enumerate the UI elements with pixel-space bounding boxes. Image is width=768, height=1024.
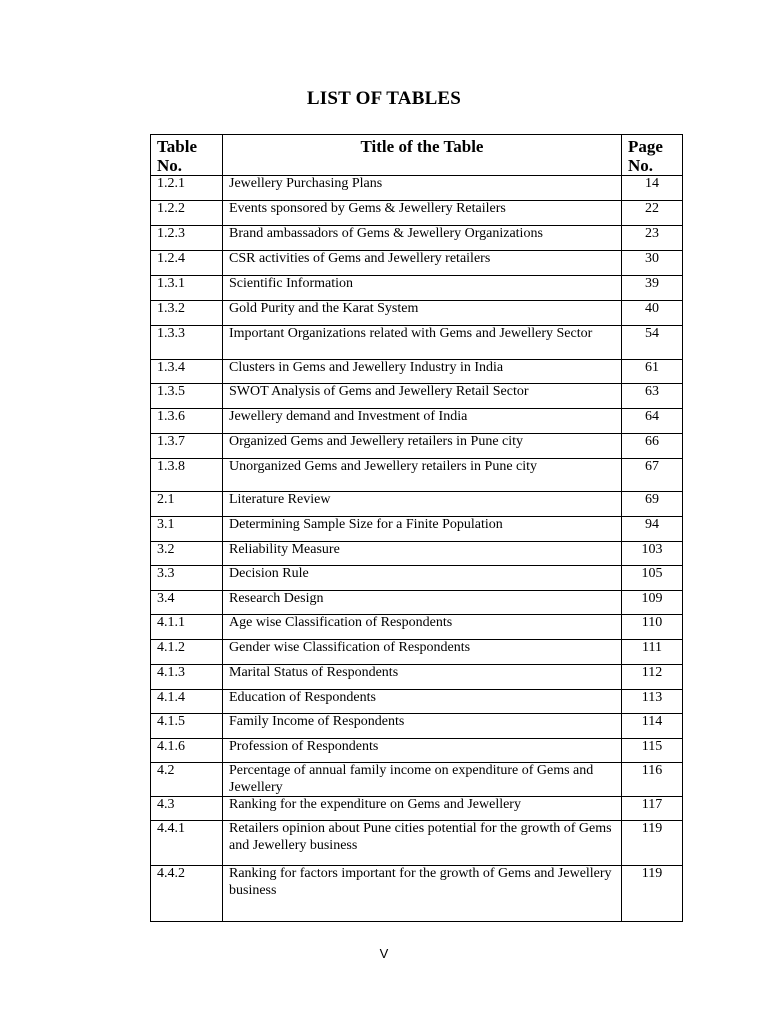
table-title: Gender wise Classification of Respondents [223,640,622,665]
page-number-cell: 22 [622,201,683,226]
table-row [151,714,683,739]
page-number-cell: 61 [622,360,683,384]
table-number: 1.3.7 [151,434,223,459]
table-number: 4.1.2 [151,640,223,665]
table-title: Scientific Information [223,276,622,301]
table-number: 1.3.6 [151,409,223,434]
table-title: Profession of Respondents [223,739,622,763]
table-number: 4.2 [151,763,223,797]
page-number-cell: 67 [622,459,683,492]
page-number-cell: 30 [622,251,683,276]
table-row [151,797,683,821]
page-number-cell: 111 [622,640,683,665]
page-number-cell: 63 [622,384,683,409]
page-number-cell: 113 [622,690,683,714]
page-number-cell: 119 [622,866,683,922]
table-title: CSR activities of Gems and Jewellery retailers [223,251,622,276]
table-row [151,459,683,492]
table-row [151,384,683,409]
table-title: Brand ambassadors of Gems & Jewellery Organizations [223,226,622,251]
table-number: 1.2.4 [151,251,223,276]
page-number: V [379,946,389,961]
page-number-cell: 117 [622,797,683,821]
page-number-cell: 112 [622,665,683,690]
table-row [151,492,683,517]
table-number: 1.2.1 [151,176,223,201]
page-number-cell: 69 [622,492,683,517]
table-number: 3.1 [151,517,223,542]
page-title: LIST OF TABLES [306,88,462,109]
table-title: Events sponsored by Gems & Jewellery Retailers [223,201,622,226]
table-number: 1.2.2 [151,201,223,226]
page-number-cell: 116 [622,763,683,797]
list-of-tables [150,134,683,922]
page-number-cell: 109 [622,591,683,615]
table-number: 4.4.1 [151,821,223,866]
table-title: Ranking for factors important for the growth of Gems and Jewellery business [223,866,622,922]
table-title: Determining Sample Size for a Finite Population [223,517,622,542]
page-number-cell: 40 [622,301,683,326]
table-number: 4.4.2 [151,866,223,922]
header-row [151,135,683,176]
table-title: Important Organizations related with Gems and Jewellery Sector [223,326,622,360]
page-number-cell: 39 [622,276,683,301]
table-title: Retailers opinion about Pune cities potential for the growth of Gems and Jewellery business [223,821,622,866]
table-title: Literature Review [223,492,622,517]
page-number-cell: 14 [622,176,683,201]
table-number: 1.3.4 [151,360,223,384]
table-number: 4.1.6 [151,739,223,763]
table-row [151,690,683,714]
table-row [151,201,683,226]
table-row [151,326,683,360]
table-number: 1.3.8 [151,459,223,492]
table-title: Ranking for the expenditure on Gems and Jewellery [223,797,622,821]
table-title: Clusters in Gems and Jewellery Industry in India [223,360,622,384]
table-row [151,566,683,591]
table-title: Gold Purity and the Karat System [223,301,622,326]
header-table-no: Table No. [151,135,223,176]
table-row [151,301,683,326]
page-number-cell: 54 [622,326,683,360]
table-title: Organized Gems and Jewellery retailers in Pune city [223,434,622,459]
table-row [151,434,683,459]
table-title: Marital Status of Respondents [223,665,622,690]
table-number: 1.3.2 [151,301,223,326]
table-row [151,615,683,640]
table-number: 1.3.5 [151,384,223,409]
page-number-cell: 119 [622,821,683,866]
table-number: 1.2.3 [151,226,223,251]
table-row [151,517,683,542]
table-row [151,763,683,797]
table-title: Jewellery Purchasing Plans [223,176,622,201]
table-title: Jewellery demand and Investment of India [223,409,622,434]
table-row [151,176,683,201]
table-number: 4.3 [151,797,223,821]
table-row [151,640,683,665]
table-row [151,542,683,566]
table-title: Reliability Measure [223,542,622,566]
page-number-cell: 94 [622,517,683,542]
table-title: Unorganized Gems and Jewellery retailers in Pune city [223,459,622,492]
table-title: Research Design [223,591,622,615]
page-number-cell: 105 [622,566,683,591]
table-row [151,251,683,276]
table-number: 1.3.1 [151,276,223,301]
table-row [151,591,683,615]
table-row [151,665,683,690]
table-number: 4.1.1 [151,615,223,640]
header-title: Title of the Table [223,135,622,176]
table-row [151,409,683,434]
table-number: 4.1.4 [151,690,223,714]
table-row [151,360,683,384]
table-title: SWOT Analysis of Gems and Jewellery Retail Sector [223,384,622,409]
table-row [151,821,683,866]
table-row [151,276,683,301]
table-number: 3.2 [151,542,223,566]
page-number-cell: 66 [622,434,683,459]
table-number: 3.4 [151,591,223,615]
table-title: Percentage of annual family income on expenditure of Gems and Jewellery [223,763,622,797]
table-title: Age wise Classification of Respondents [223,615,622,640]
table-number: 3.3 [151,566,223,591]
table-number: 1.3.3 [151,326,223,360]
table-title: Decision Rule [223,566,622,591]
table-number: 2.1 [151,492,223,517]
page-number-cell: 64 [622,409,683,434]
page-number-cell: 114 [622,714,683,739]
table-row [151,866,683,922]
table-row [151,739,683,763]
page-number-cell: 115 [622,739,683,763]
page-number-cell: 23 [622,226,683,251]
table-number: 4.1.3 [151,665,223,690]
page-number-cell: 103 [622,542,683,566]
table-number: 4.1.5 [151,714,223,739]
table-row [151,226,683,251]
page-number-cell: 110 [622,615,683,640]
table-title: Education of Respondents [223,690,622,714]
table-title: Family Income of Respondents [223,714,622,739]
header-page-no: Page No. [622,135,683,176]
